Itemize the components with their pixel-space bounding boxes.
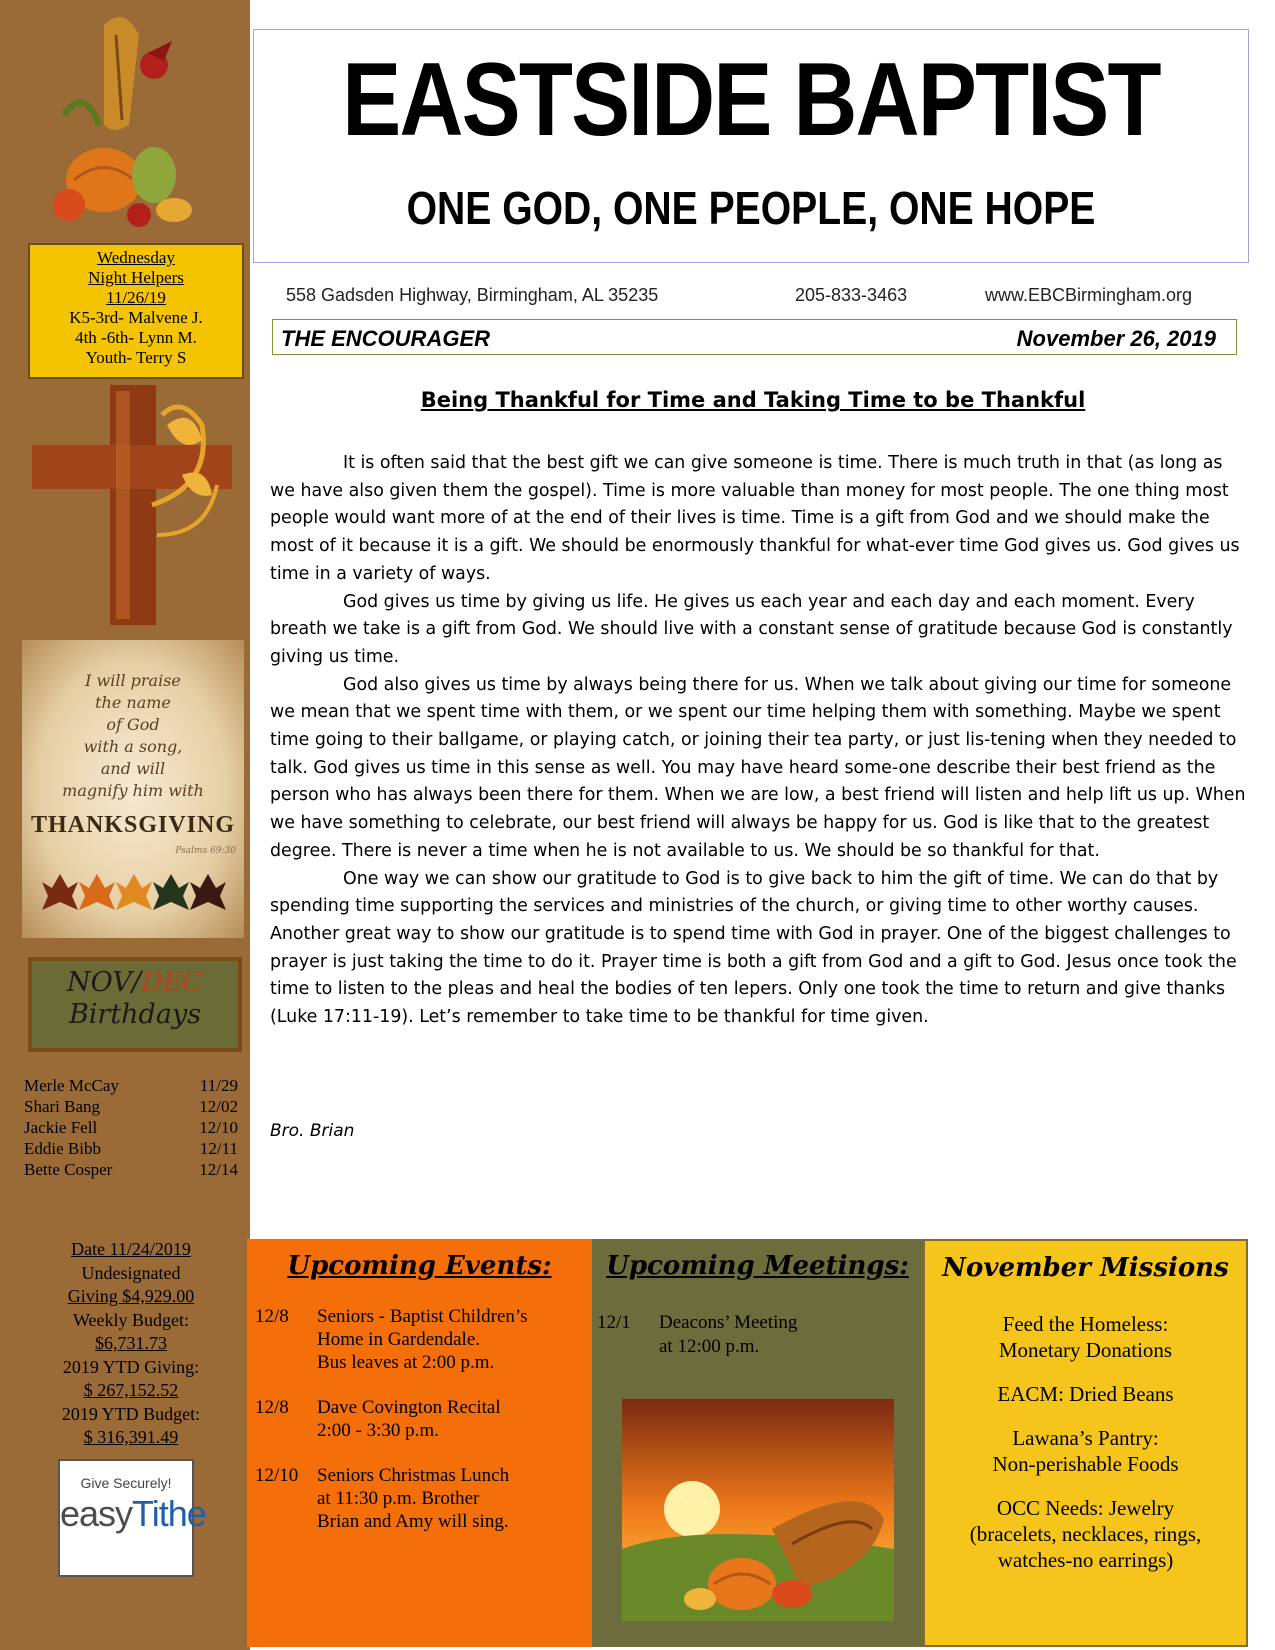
verse-reference: Psalms 69:30 — [175, 846, 236, 856]
mission-item — [925, 1381, 1246, 1407]
upcoming-meetings-panel — [592, 1239, 923, 1647]
ytd-budget-value: $ 316,391.49 — [83, 1427, 179, 1447]
article-body — [270, 450, 1246, 1032]
birthday-date: 12/10 — [199, 1118, 238, 1137]
meetings-title: Upcoming Meetings: — [606, 1251, 909, 1281]
birthdays-month-dec: DEC — [140, 967, 203, 998]
masthead — [253, 29, 1249, 263]
easytithe-logo — [60, 1493, 206, 1535]
giving-amount: Giving $4,929.00 — [67, 1286, 195, 1306]
birthday-name: Bette Cosper — [24, 1160, 113, 1179]
ytd-giving-value: $ 267,152.52 — [83, 1380, 179, 1400]
helpers-line: Youth- Terry S — [85, 348, 187, 367]
newsletter-name: THE ENCOURAGER — [281, 326, 491, 351]
event-line: Seniors - Baptist Children’s — [317, 1306, 528, 1327]
birthday-date: 11/29 — [199, 1076, 238, 1095]
ytd-budget-label: 2019 YTD Budget: — [61, 1403, 201, 1424]
verse-line: of God — [106, 715, 160, 734]
mission-line: Non-perishable Foods — [992, 1452, 1179, 1476]
event-line: Seniors Christmas Lunch — [317, 1465, 510, 1486]
mission-line: (bracelets, necklaces, rings, — [969, 1522, 1202, 1546]
verse-line: I will praise — [85, 671, 181, 690]
events-title: Upcoming Events: — [287, 1251, 552, 1281]
easytithe-button[interactable] — [58, 1459, 206, 1577]
birthday-date: 12/11 — [199, 1139, 238, 1158]
birthdays-month-nov: NOV/ — [67, 967, 141, 998]
article-signature: Bro. Brian — [270, 1121, 355, 1141]
birthday-name: Jackie Fell — [24, 1118, 98, 1137]
event-line: Brian and Amy will sing. — [317, 1511, 509, 1532]
mission-item — [925, 1311, 1246, 1363]
verse-line: the name — [95, 693, 171, 712]
meeting-line: at 12:00 p.m. — [659, 1336, 760, 1357]
article-paragraph: It is often said that the best gift we can give someone is time. There is much truth in that (as long as we have also given them the gospel). Time is more valuable than money for most people. The one thing most people would want more of at the end of their lives is time. Time is a gift from God and we should make the most of it because it is a gift. We should be enormously thankful for what-ever time God gives us. God gives us time in a variety of ways. — [270, 453, 1240, 584]
church-motto: ONE GOD, ONE PEOPLE, ONE HOPE — [406, 182, 1096, 234]
ytd-giving-label: 2019 YTD Giving: — [62, 1356, 200, 1377]
event-item — [255, 1305, 592, 1374]
thanksgiving-verse-card — [22, 640, 244, 938]
give-securely-label: Give Securely! — [80, 1475, 172, 1491]
church-website-link[interactable]: www.EBCBirmingham.org — [985, 285, 1193, 305]
verse-thanksgiving-word: THANKSGIVING — [30, 812, 236, 838]
meeting-item — [597, 1311, 923, 1359]
article-paragraph: One way we can show our gratitude to God is to give back to him the gift of time. We can do that by spending time supporting the services and ministries of the church, or giving time to other worthy causes. Another great way to show our gratitude is to spend time with God in prayer. One of the biggest challenges to prayer is just taking the time to do it. Prayer time is both a gift from God and a gift to God. Jesus once took the time to listen to the pleas and heal the bodies of ten lepers. Only one took the time to return and give thanks (Luke 17:11-19). Let’s remember to take time to be thankful for time given. — [270, 868, 1237, 1028]
giving-summary — [36, 1238, 226, 1450]
birthdays-heading-box — [28, 957, 242, 1052]
mission-line: Lawana’s Pantry: — [1012, 1426, 1159, 1450]
article-paragraph: God gives us time by giving us life. He gives us each year and each day and each moment. Every breath we take is a gift from God. We should live with a constant sense of gratitude because God is constantly giving us time. — [270, 591, 1233, 667]
birthday-date: 12/02 — [199, 1097, 238, 1116]
mission-line: Feed the Homeless: — [1002, 1312, 1169, 1336]
upcoming-events-panel — [247, 1239, 592, 1647]
event-line: Home in Gardendale. — [317, 1329, 481, 1350]
birthday-name: Merle McCay — [24, 1076, 119, 1095]
meeting-line: Deacons’ Meeting — [659, 1312, 798, 1333]
event-item — [255, 1396, 592, 1442]
weekly-budget-label: Weekly Budget: — [72, 1309, 190, 1330]
event-date: 12/10 — [255, 1465, 299, 1486]
list-item — [24, 1159, 246, 1180]
helpers-title-2: Night Helpers — [88, 268, 184, 287]
giving-undesignated-label: Undesignated — [81, 1262, 181, 1283]
cornucopia-sunset-illustration — [622, 1399, 894, 1621]
newsletter-bar — [272, 319, 1237, 355]
autumn-cross-illustration — [32, 385, 232, 625]
church-address: 558 Gadsden Highway, Birmingham, AL 35235 — [286, 285, 659, 305]
birthday-name: Shari Bang — [24, 1097, 101, 1116]
verse-line: with a song, — [83, 737, 183, 756]
birthday-name: Eddie Bibb — [24, 1139, 101, 1158]
church-phone: 205-833-3463 — [795, 285, 908, 305]
verse-text — [22, 670, 244, 802]
helpers-line: 4th -6th- Lynn M. — [75, 328, 197, 347]
article-paragraph: God also gives us time by always being there for us. When we talk about giving our time for someone we mean that we spent time with them, or we spent our time helping them with something. Maybe we spent time going to their ballgame, or playing catch, or joining their tea party, or just lis-tening when they needed to talk. God gives us time in this sense as well. You may have heard some-one describe their best friend as the person who has always been there for them. When we are low, a best friend will listen and help lift us up. When we have something to celebrate, our best friend will always be happy for us. God is like that to the greatest degree. There is never a time when he is not available to us. We should be so thankful for that. — [270, 674, 1246, 861]
mission-line: watches-no earrings) — [997, 1548, 1174, 1572]
logo-tithe: Tithe — [132, 1493, 206, 1534]
event-line: Bus leaves at 2:00 p.m. — [317, 1352, 495, 1373]
article-title: Being Thankful for Time and Taking Time to be Thankful — [420, 388, 1086, 412]
mission-line: EACM: Dried Beans — [997, 1382, 1174, 1406]
meeting-date: 12/1 — [597, 1312, 631, 1333]
giving-date: Date 11/24/2019 — [71, 1239, 191, 1259]
event-item — [255, 1464, 592, 1533]
event-date: 12/8 — [255, 1306, 289, 1327]
birthdays-list — [24, 1075, 246, 1180]
event-line: at 11:30 p.m. Brother — [317, 1488, 480, 1509]
mission-item — [925, 1495, 1246, 1573]
event-line: 2:00 - 3:30 p.m. — [317, 1420, 439, 1441]
list-item — [24, 1075, 246, 1096]
mission-item — [925, 1425, 1246, 1477]
church-name: EASTSIDE BAPTIST — [342, 42, 1160, 158]
verse-line: and will — [100, 759, 166, 778]
event-line: Dave Covington Recital — [317, 1397, 501, 1418]
helpers-date: 11/26/19 — [106, 288, 166, 307]
mission-line: OCC Needs: Jewelry — [996, 1496, 1175, 1520]
helpers-title-1: Wednesday — [97, 248, 175, 267]
helpers-line: K5-3rd- Malvene J. — [69, 308, 203, 327]
verse-line: magnify him with — [62, 781, 204, 800]
logo-easy: easy — [60, 1493, 133, 1534]
birthdays-title: Birthdays — [68, 999, 202, 1030]
november-missions-panel — [923, 1239, 1248, 1647]
autumn-leaves-icon — [42, 866, 227, 916]
list-item — [24, 1096, 246, 1117]
missions-title: November Missions — [942, 1253, 1229, 1283]
weekly-budget-value: $6,731.73 — [95, 1333, 167, 1353]
list-item — [24, 1117, 246, 1138]
wednesday-helpers-box — [28, 243, 244, 379]
harvest-cornucopia-illustration — [44, 5, 204, 233]
birthday-date: 12/14 — [199, 1160, 238, 1179]
mission-line: Monetary Donations — [998, 1338, 1173, 1362]
list-item — [24, 1138, 246, 1159]
birthdays-months — [32, 967, 238, 999]
event-date: 12/8 — [255, 1397, 289, 1418]
left-sidebar — [0, 0, 250, 1650]
newsletter-date: November 26, 2019 — [1016, 326, 1216, 351]
